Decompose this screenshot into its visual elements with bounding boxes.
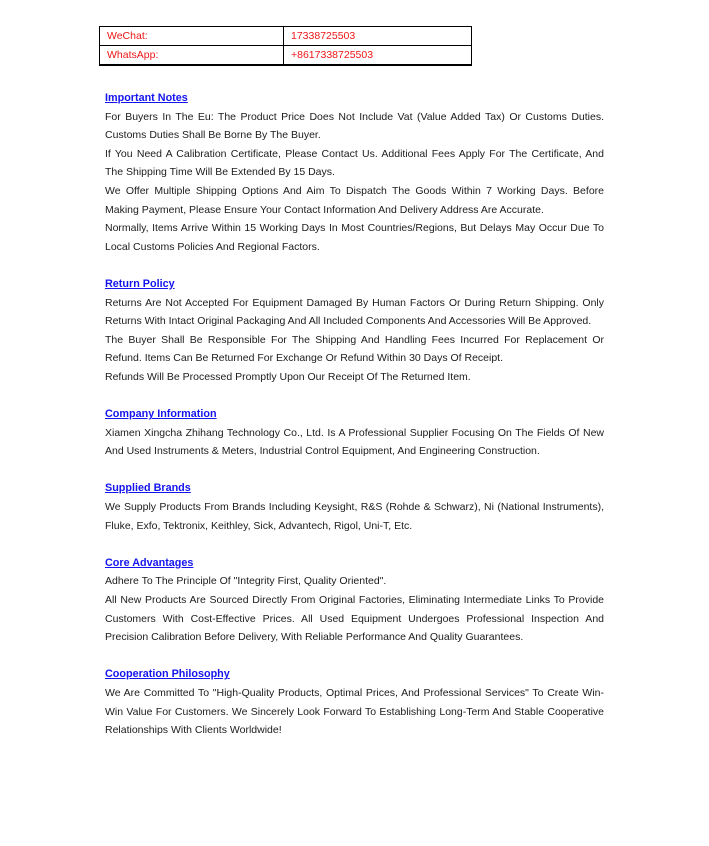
section-heading: Return Policy [105, 277, 175, 290]
paragraph: Returns Are Not Accepted For Equipment Damaged By Human Factors Or During Return Shipping. Only Returns With Intact Original Packaging And All Included Components And Accessories Will Be Approved. [105, 296, 604, 328]
paragraph: We Are Committed To "High-Quality Products, Optimal Prices, And Professional Services" To Create Win-Win Value For Customers. We Sincerely Look Forward To Establishing Long-Term And Stable Cooperative Relationships With Clients Worldwide! [105, 687, 604, 737]
paragraph: Adhere To The Principle Of "Integrity First, Quality Oriented". [105, 575, 387, 588]
table-row [100, 46, 472, 66]
wechat-label: WeChat: [100, 27, 284, 46]
paragraph: Refunds Will Be Processed Promptly Upon Our Receipt Of The Returned Item. [105, 370, 471, 383]
wechat-number: 17338725503 [284, 27, 472, 46]
paragraph: Normally, Items Arrive Within 15 Working Days In Most Countries/Regions, But Delays May Occur Due To Local Customs Policies And Regional Factors. [105, 222, 604, 253]
section-core-advantages [105, 554, 604, 647]
paragraph: The Buyer Shall Be Responsible For The Shipping And Handling Fees Incurred For Replacement Or Refund. Items Can Be Returned For Exchange Or Refund Within 30 Days Of Receipt. [105, 333, 604, 365]
contact-table [99, 26, 472, 66]
paragraph: We Offer Multiple Shipping Options And Aim To Dispatch The Goods Within 7 Working Days. Before Making Payment, Please Ensure Your Contact Information And Delivery Address Are Accurate. [105, 184, 604, 216]
section-heading: Company Information [105, 408, 217, 421]
section-heading: Core Advantages [105, 556, 194, 569]
whatsapp-number: +8617338725503 [284, 46, 472, 66]
paragraph: Xiamen Xingcha Zhihang Technology Co., Ltd. Is A Professional Supplier Focusing On The Fields Of New And Used Instruments & Meters, Industrial Control Equipment, And Engineering Construction. [105, 426, 604, 458]
whatsapp-label: WhatsApp: [100, 46, 284, 66]
section-return-policy [105, 275, 604, 387]
section-heading: Supplied Brands [105, 482, 191, 495]
table-row [100, 27, 472, 46]
paragraph: For Buyers In The Eu: The Product Price Does Not Include Vat (Value Added Tax) Or Customs Duties. Customs Duties Shall Be Borne By The Buyer. [105, 110, 604, 142]
section-supplied-brands [105, 479, 604, 535]
section-heading: Important Notes [105, 92, 188, 104]
paragraph: If You Need A Calibration Certificate, Please Contact Us. Additional Fees Apply For The Certificate, And The Shipping Time Will Be Extended By 15 Days. [105, 147, 604, 179]
section-heading: Cooperation Philosophy [105, 668, 230, 681]
section-cooperation-philosophy [105, 665, 604, 739]
paragraph: We Supply Products From Brands Including Keysight, R&S (Rohde & Schwarz), Ni (National Instruments), Fluke, Exfo, Tektronix, Keithley, Sick, Advantech, Rigol, Uni-T, Etc. [105, 501, 604, 532]
paragraph: All New Products Are Sourced Directly From Original Factories, Eliminating Intermediate Links To Provide Customers With Cost-Effective Prices. All Used Equipment Undergoes Professional Inspection And Precision Calibration Before Delivery, With Reliable Performance And Quality Guarantees. [105, 594, 604, 644]
section-company-information [105, 405, 604, 461]
section-important-notes [105, 89, 604, 256]
